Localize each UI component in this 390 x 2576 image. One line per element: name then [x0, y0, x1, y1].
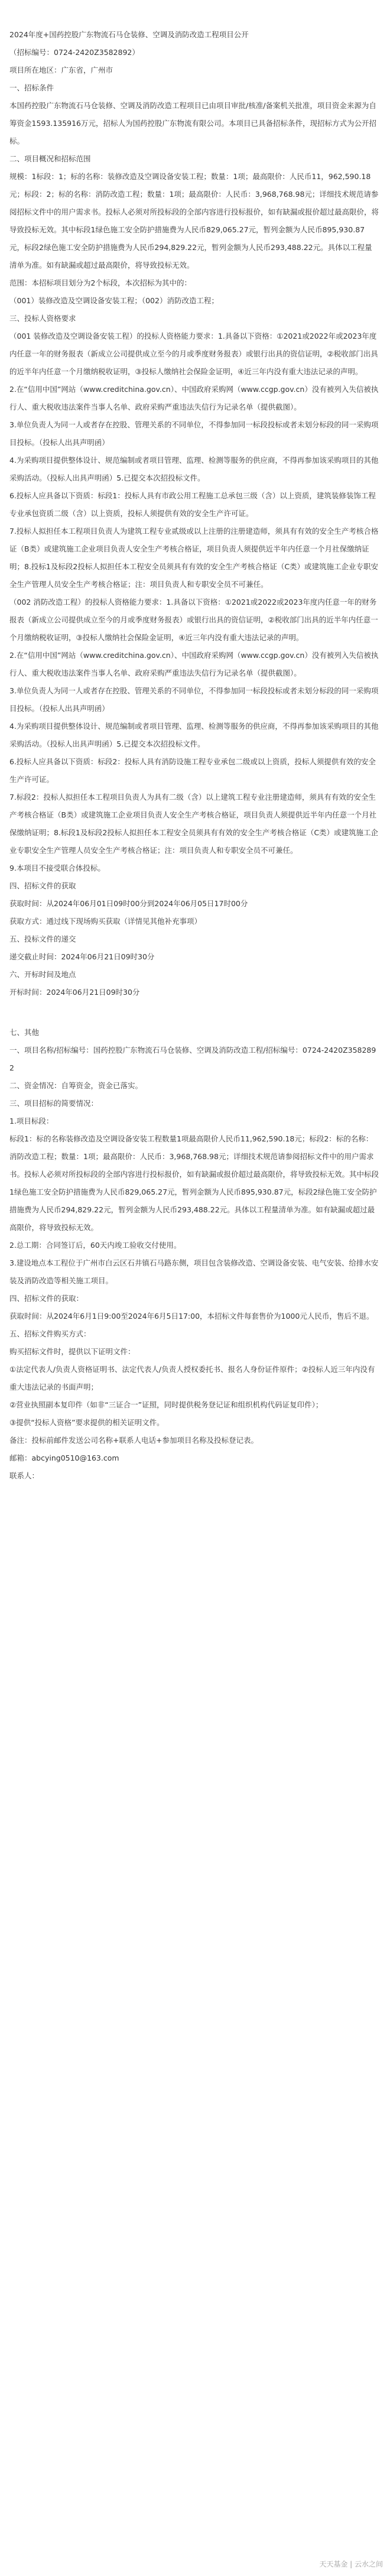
paragraph: 一、项目名称/招标编号：国药控股广东物流石马仓装修、空调及消防改造工程/招标编号：0724-2420Z3582892 [9, 1046, 376, 1072]
paragraph: （001）装修改造及空调设备安装工程；（002）消防改造工程； [9, 296, 219, 305]
paragraph: 7.标段2：投标人拟担任本工程项目负责人为具有二级（含）以上建筑工程专业注册建造师，须具有有效的安全生产考核合格证（B类）或建筑施工企业项目负责人安全生产考核合格证，项目负责人须提供近半年内任意一个月社保缴纳证明；8.标段1及标段2投标人拟担任本工程安全员须具有有效的安全生产考核合格证（C类）或建筑施工企业专职安全生产管理人员安全生产考核合格证；注：项目负责人和专职安全员不可兼任。 [9, 793, 379, 855]
paragraph: 购买招标文件时，提供以下证明文件： [9, 1347, 135, 1356]
paragraph: 4.为采购项目提供整体设计、规范编制或者项目管理、监理、检测等服务的供应商，不得再参加该采购项目的其他采购活动。（投标人出具声明函）5.已提交本次招投标文件。 [9, 722, 379, 748]
paragraph: 6.投标人应具备以下资质：标段2：投标人具有消防设施工程专业承包二级或以上资质，投标人须提供有效的安全生产许可证。 [9, 757, 376, 784]
paragraph: 七、其他 [9, 1028, 40, 1037]
section-gap [9, 1001, 379, 1024]
paragraph: 五、投标文件的递交 [9, 935, 76, 943]
paragraph: 四、招标文件的获取： [9, 1294, 84, 1303]
paragraph: 7.投标人拟担任本工程项目负责人为建筑工程专业贰级或以上注册的注册建造师，须具有有效的安全生产考核合格证（B类）或建筑施工企业项目负责人安全生产考核合格证，项目负责人须提供近半年内任意一个月社保缴纳证明；8.投标1及标段2投标人拟担任本工程安全员须具有有效的安全生产考核合格证（C类）或建筑施工企业专职安全生产管理人员安全生产考核合格证；注：项目负责人和专职安全员不可兼任。 [9, 527, 379, 589]
paragraph: 本国药控股广东物流石马仓装修、空调及消防改造工程项目已由项目审批/核准/备案机关批准，项目资金来源为自筹资金1593.135916万元，招标人为国药控股广东物流有限公司。本项目已具备招标条件，现招标方式为公开招标。 [9, 101, 377, 145]
paragraph: 标段1：标的名称装修改造及空调设备安装工程数量1项最高限价人民币11,962,590.18元；标段2：标的名称：消防改造工程；数量：1项；最高限价：人民币：3,968,768.98元；详细技术规范请参阅招标文件中的用户需求书。投标人必须对所投标段的全部内容进行投标报价，如有缺漏或报价超过最高限价，将导致投标无效。其中标段1绿色施工安全防护措施费为人民币829,065.27元，暂列金额为人民币895,930.87元，标段2绿色施工安全防护措施费为人民币294,829.22元，暂列金额为人民币293,488.22元。具体以工程量清单为准。如有缺漏或超过最高限价，将导致投标无效。 [9, 1134, 379, 1232]
paragraph: 3.建设地点本工程位于广州市白云区石井镇石马路东侧，项目包含装修改造、空调设备安装、电气安装、给排水安装及消防改造等相关施工项目。 [9, 1258, 379, 1285]
paragraph: 获取时间：从2024年06月01日09时00分到2024年06月05日17时00分 [9, 899, 248, 908]
paragraph: ③提供“投标人资格”要求提供的相关证明文件。 [9, 1418, 164, 1427]
paragraph: ②营业执照副本复印件（如非“三证合一”证照，同时提供税务登记证和组织机构代码证复印件）； [9, 1400, 323, 1409]
paragraph: 6.投标人应具备以下资质：标段1：投标人具有市政公用工程施工总承包三级（含）以上资质，建筑装修装饰工程专业承包资质二级（含）以上资质，投标人须提供有效的安全生产许可证。 [9, 491, 376, 518]
paragraph: （002 消防改造工程）的投标人资格能力要求：1.具备以下资格：①2021或2022或2023年度内任意一年的财务报表（新成立公司提供成立至今的月或季度财务报表）或银行出具的资信证明，②税收部门出具的近半年内任意一个月缴纳税收证明，③投标人缴纳社会保险金证明，④近三年内没有重大违法记录的声明。 [9, 598, 378, 642]
paragraph: 二、项目概况和招标范围 [9, 154, 91, 163]
paragraph: 2.在“信用中国”网站（www.creditchina.gov.cn）、中国政府采购网（www.ccgp.gov.cn）没有被列入失信被执行人、重大税收违法案件当事人名单、政府采购严重违法失信行为记录名单（提供截图）。 [9, 651, 379, 677]
paragraph: 9.本项目不接受联合体投标。 [9, 864, 105, 872]
paragraph: 2.在“信用中国”网站（www.creditchina.gov.cn）、中国政府采购网（www.ccgp.gov.cn）没有被列入失信被执行人、重大税收违法案件当事人名单、政府采购严重违法失信行为记录名单（提供截图）。 [9, 385, 379, 411]
paragraph: 开标时间：2024年06月21日09时30分 [9, 988, 140, 997]
paragraph: 获取方式：通过线下现场购买获取（详情见其他补充事项） [9, 917, 202, 926]
paragraph: 获取时间：从2024年6月1日9:00至2024年6月5日17:00，本招标文件每套售价为1000元人民币，售后不退。 [9, 1312, 374, 1321]
paragraph: 邮箱：abcying0510@163.com [9, 1454, 119, 1462]
paragraph: 二、资金情况：自筹资金，资金已落实。 [9, 1081, 143, 1090]
announcement-document [9, 26, 379, 1485]
paragraph: 三、项目招标的简要情况： [9, 1099, 99, 1108]
paragraph: 一、招标条件 [9, 83, 54, 92]
paragraph: （001 装修改造及空调设备安装工程）的投标人资格能力要求：1.具备以下资格：①2021或2022年或2023年度内任意一年的财务报表（新成立公司提供成立至今的月或季度财务报表）或银行出具的资信证明，②税收部门出具的近半年内任意一个月缴纳税收证明，③投标人缴纳社会保险金证明，④近三年内没有重大违法记录的声明。 [9, 332, 378, 376]
paragraph: 3.单位负责人为同一人或者存在控股、管理关系的不同单位，不得参加同一标段投标或者未划分标段的同一采购项目投标。（投标人出具声明函） [9, 686, 379, 713]
paragraph: 备注：投标前邮件发送公司名称+联系人电话+参加项目名称及投标登记表。 [9, 1436, 258, 1445]
paragraph: （招标编号：0724-2420Z3582892） [9, 48, 139, 57]
paragraph: 六、开标时间及地点 [9, 970, 76, 979]
paragraph: 四、招标文件的获取 [9, 881, 76, 890]
paragraph: 范围：本招标项目划分为2个标段，本次招标为其中的： [9, 278, 191, 287]
paragraph: 五、招标文件购买方式： [9, 1329, 91, 1338]
source-watermark: 天天基金 | 云水之间 [319, 2560, 383, 2568]
paragraph: 联系人： [9, 1471, 40, 1480]
paragraph: 2.总工期：合同签订后，60天内竣工验收交付使用。 [9, 1241, 181, 1250]
paragraph: 4.为采购项目提供整体设计、规范编制或者项目管理、监理、检测等服务的供应商，不得再参加该采购项目的其他采购活动。（投标人出具声明函）5.已提交本次招投标文件。 [9, 456, 379, 482]
paragraph: 项目所在地区：广东省，广州市 [9, 66, 113, 74]
paragraph: 递交截止时间：2024年06月21日09时30分 [9, 952, 155, 961]
paragraph: 规模：1标段：1；标的名称：装修改造及空调设备安装工程；数量：1项；最高限价：人民币11，962,590.18元；标段：2；标的名称：消防改造工程；数量：1项；最高限价：人民币：3,968,768.98元；详细技术规范请参阅招标文件中的用户需求书。投标人必须对所投标段的全部内容进行投标报价，如有缺漏或报价超过最高限价，将导致投标无效。其中标段1绿色施工安全防护措施费为人民币829,065.27元，暂列金额为人民币895,930.87元，标段2绿色施工安全防护措施费为人民币294,829.22元，暂列金额为人民币293,488.22元。具体以工程量清单为准。如有缺漏或超过最高限价，将导致投标无效。 [9, 172, 379, 270]
paragraph: 2024年度+国药控股广东物流石马仓装修、空调及消防改造工程项目公开 [9, 30, 249, 39]
paragraph: 三、投标人资格要求 [9, 314, 76, 323]
paragraph: ①法定代表人/负责人资格证明书、法定代表人/负责人授权委托书、报名人身份证件原件；②投标人近三年内没有重大违法记录的书面声明； [9, 1365, 375, 1391]
paragraph: 3.单位负责人为同一人或者存在控股、管理关系的不同单位，不得参加同一标段投标或者未划分标段的同一采购项目投标。（投标人出具声明函） [9, 420, 379, 447]
paragraph: 1.项目标段： [9, 1117, 54, 1125]
